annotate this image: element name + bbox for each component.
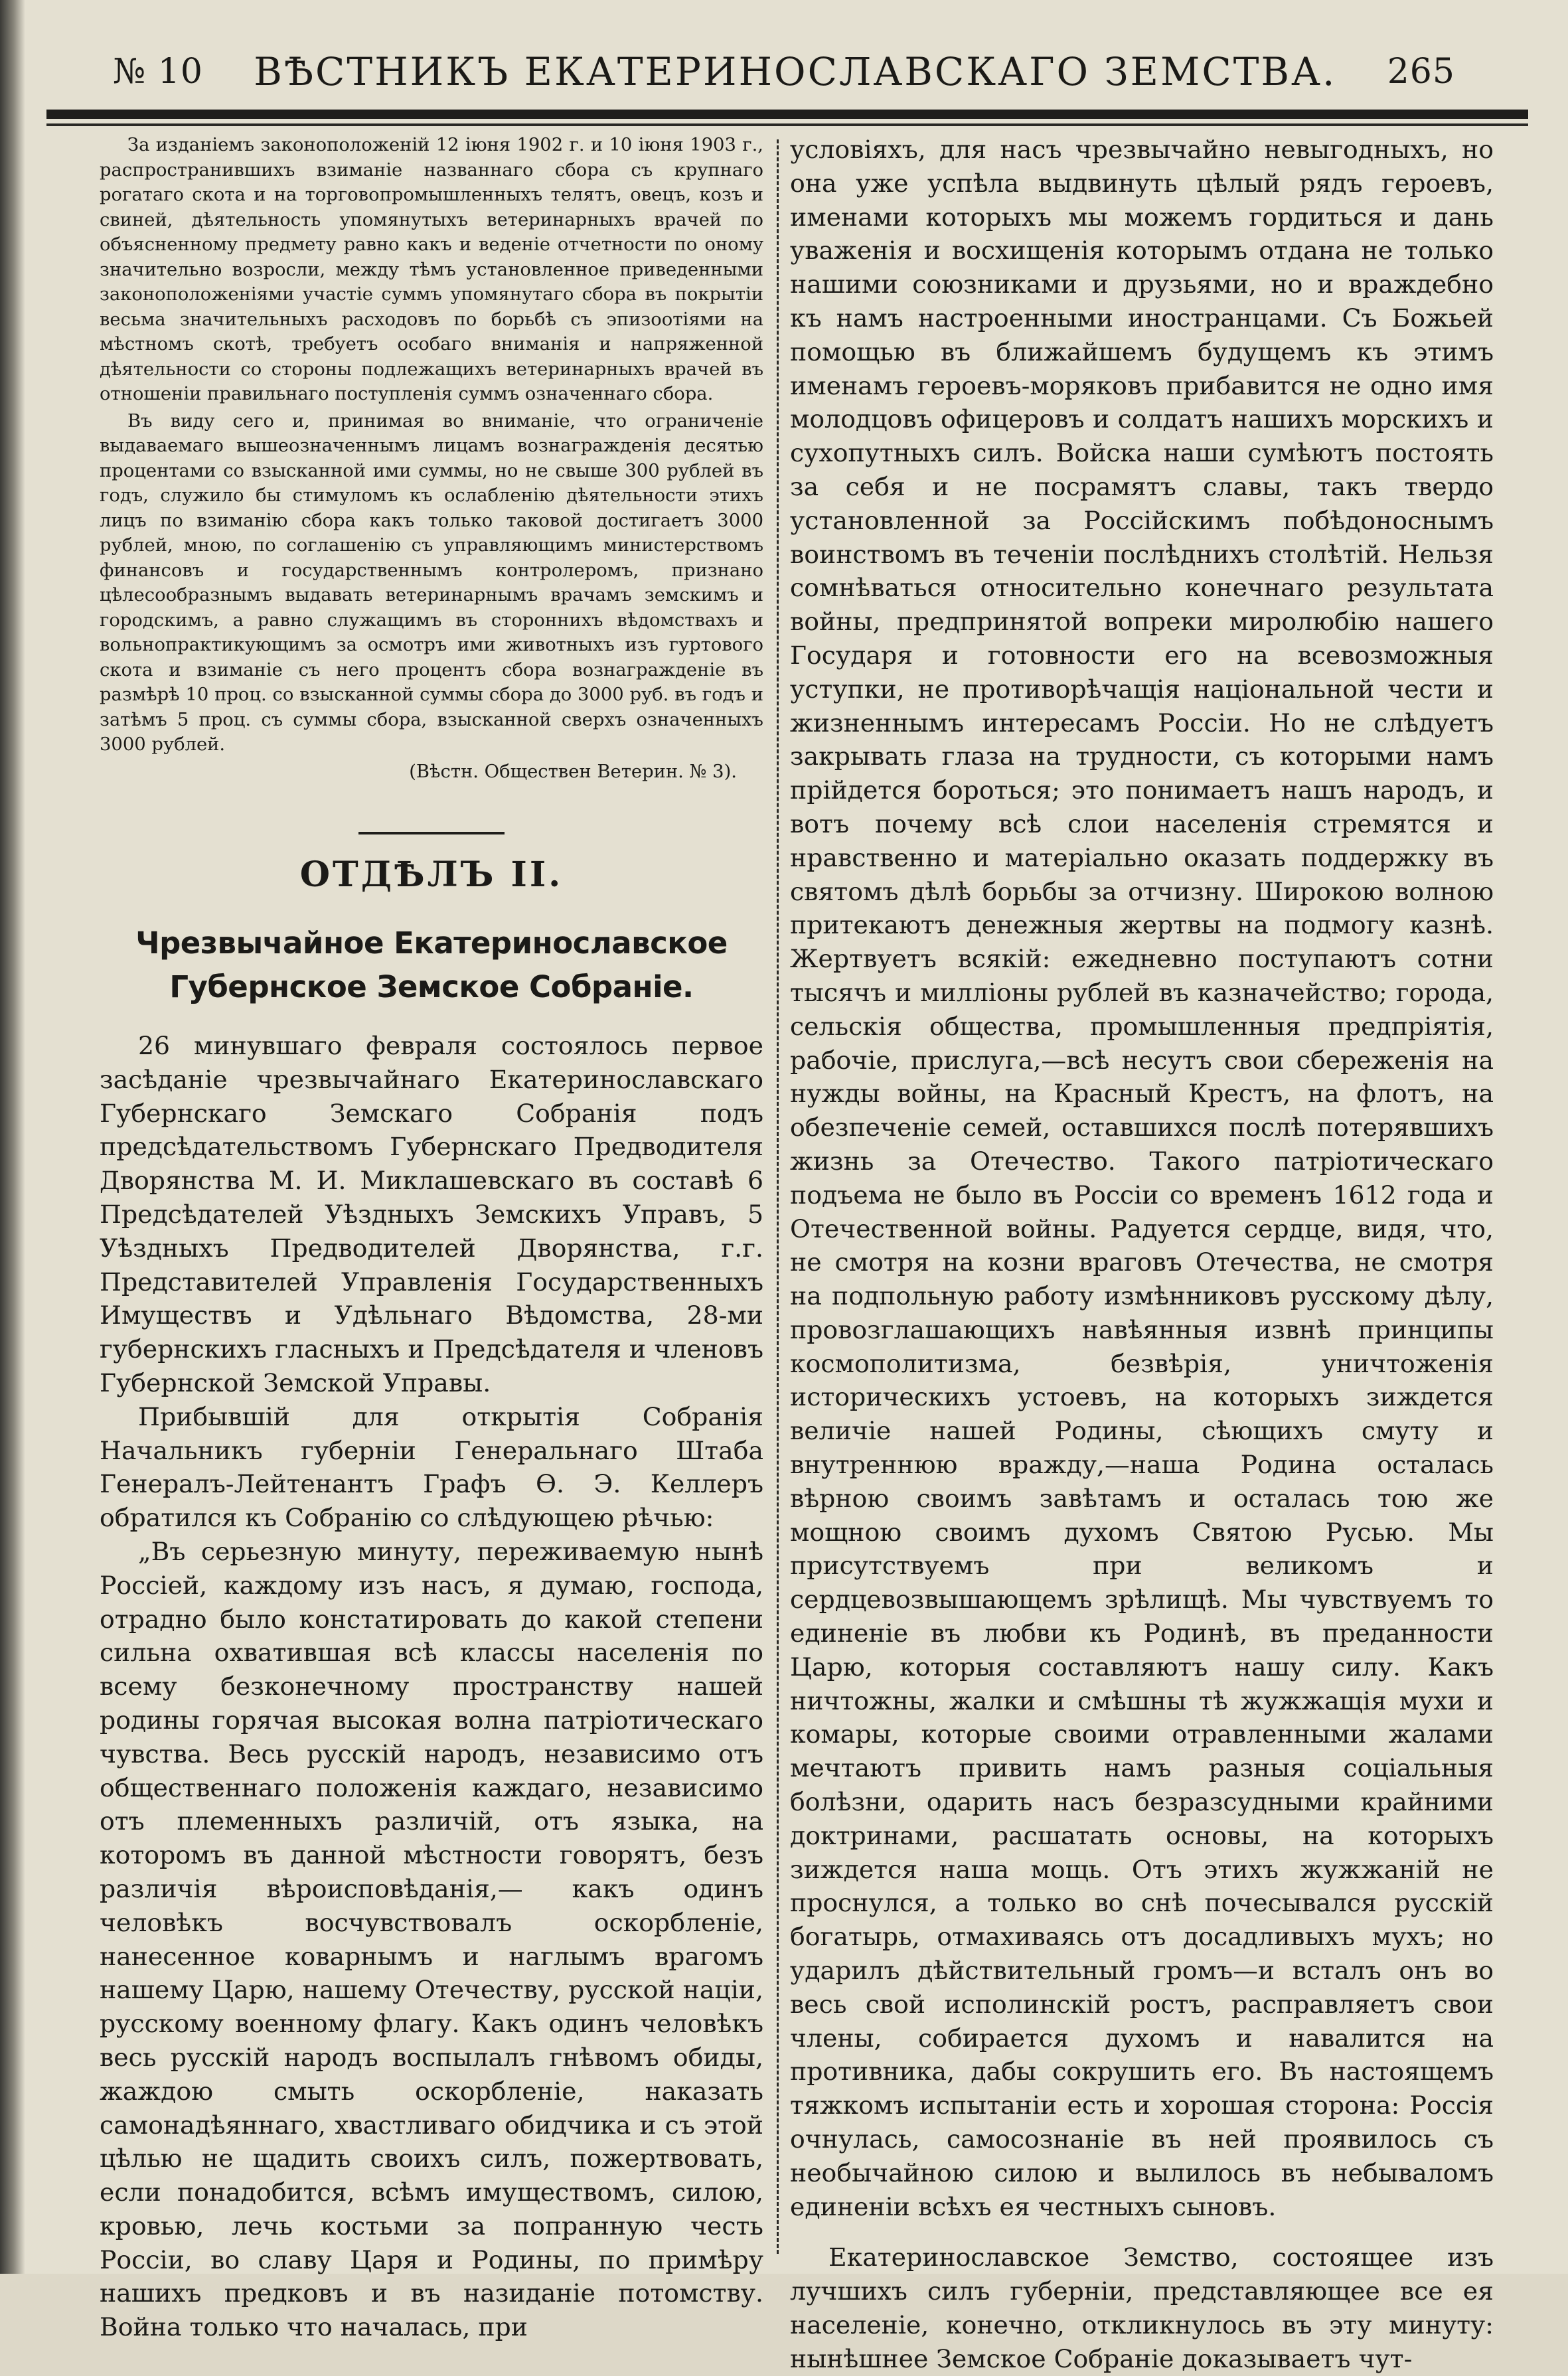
article-paragraph: „Въ серьезную минуту, переживаемую нынѣ Россіей, каждому изъ насъ, я думаю, господа, отрадно было констатировать до какой степени сильна охватившая всѣ классы населенія по всему безконечному пространству нашей родины горячая высокая волна патріотическаго чувства. Весь русскій народъ, независимо отъ общественнаго положенія каждаго, независимо отъ племенныхъ различій, отъ языка, на которомъ въ данной мѣстности говорятъ, безъ различія вѣроисповѣданія,— какъ одинъ человѣкъ восчувствовалъ оскорбленіе, нанесенное коварнымъ и наглымъ врагомъ нашему Царю, нашему Отечеству, русской націи, русскому военному флагу. Какъ одинъ человѣкъ весь русскій народъ воспылалъ гнѣвомъ обиды, жаждою смыть оскорбленіе, наказать самонадѣяннаго, хвастливаго обидчика и съ этой цѣлью не щадить своихъ силъ, пожертвовать, если понадобится, всѣмъ имуществомъ, силою, кровью, лечь костьми за попранную честь Россіи, во славу Царя и Родины, по примѣру нашихъ предковъ и въ назиданіе потомству. Война только что началась, при: [100, 1536, 763, 2342]
article-paragraph: 26 минувшаго февраля состоялось первое засѣданіе чрезвычайнаго Екатеринославскаго Губернскаго Земскаго Собранія подъ предсѣдательствомъ Губернскаго Предводителя Дворянства М. И. Миклашевскаго въ составѣ 6 Предсѣдателей Уѣздныхъ Земскихъ Управъ, 5 Уѣздныхъ Предводителей Дворянства, г.г. Представителей Управленія Государственныхъ Имуществъ и Удѣльнаго Вѣдомства, 28-ми губернскихъ гласныхъ и Предсѣдателя и членовъ Губернской Земской Управы.: [100, 1031, 763, 1397]
source-citation: (Вѣстн. Обществен Ветерин. № 3).: [409, 761, 737, 782]
intro-paragraph: Въ виду сего и, принимая во вниманіе, что ограниченіе выдаваемаго вышеозначеннымъ лицамъ вознагражденія десятью процентами со взысканной ими суммы, но не свыше 300 рублей въ годъ, служило бы стимуломъ къ ослабленію дѣятельности этихъ лицъ по взиманію сбора какъ только таковой достигаетъ 3000 рублей, мною, по соглашенію съ управляющимъ министерствомъ финансовъ и государственнымъ контролеромъ, признано цѣлесообразнымъ выдавать ветеринарнымъ врачамъ земскимъ и городскимъ, а равно служащимъ въ стороннихъ вѣдомствахъ и вольнопрактикующимъ за осмотръ ими животныхъ изъ гуртового скота и взиманіе съ него процентъ сбора вознагражденіе въ размѣрѣ 10 проц. со взысканной суммы сбора до 3000 руб. въ годъ и затѣмъ 5 проц. съ суммы сбора, взысканной сверхъ означенныхъ 3000 рублей.: [100, 410, 763, 755]
article-paragraph: условіяхъ, для насъ чрезвычайно невыгодныхъ, но она уже успѣла выдвинуть цѣлый рядъ героевъ, именами которыхъ мы можемъ гордиться и дань уваженія и восхищенія которымъ отдана не только нашими союзниками и друзьями, но и враждебно къ намъ настроенными иностранцами. Съ Божьей помощью въ ближайшемъ будущемъ къ этимъ именамъ героевъ-моряковъ прибавится не одно имя молодцовъ офицеровъ и солдатъ нашихъ морскихъ и сухопутныхъ силъ. Войска наши сумѣютъ постоять за себя и не посрамятъ славы, такъ твердо установленной за Россійскимъ побѣдоноснымъ воинствомъ въ теченіи послѣднихъ столѣтій. Нельзя сомнѣваться относительно конечнаго результата войны, предпринятой вопреки миролюбію нашего Государя и готовности его на всевозможныя уступки, не противорѣчащія національной чести и жизненнымъ интересамъ Россіи. Но не слѣдуетъ закрывать глаза на трудности, съ которыми намъ прійдется бороться; это понимаетъ нашъ народъ, и вотъ почему всѣ слои населенія стремятся и нравственно и матеріально оказать поддержку въ святомъ дѣлѣ борьбы за отчизну. Широкою волною притекаютъ денежныя жертвы на подмогу казнѣ. Жертвуетъ всякій: ежедневно поступаютъ сотни тысячъ и милліоны рублей въ казначейство; города, сельскія общества, промышленныя предпріятія, рабочіе, прислуга,—всѣ несутъ свои сбереженія на нужды войны, на Красный Крестъ, на флотъ, на обезпеченіе семей, оставшихся послѣ потерявшихъ жизнь за Отечество. Такого патріотическаго подъема не было въ Россіи со временъ 1612 года и Отечественной войны. Радуется сердце, видя, что, не смотря на козни враговъ Отечества, не смотря на подпольную работу измѣнниковъ русскому дѣлу, провозглашающихъ навѣянныя извнѣ принципы космополитизма, безвѣрія, уничтоженія историческихъ устоевъ, на которыхъ зиждется величіе нашей Родины, сѣющихъ смуту и внутреннюю вражду,—наша Родина осталась вѣрною своимъ завѣтамъ и осталась тою же мощною своимъ духомъ Святою Русью. Мы присутствуемъ при великомъ и сердцевозвышающемъ зрѣлищѣ. Мы чувствуемъ то единеніе въ любви къ Родинѣ, въ преданности Царю, которыя составляютъ нашу силу. Какъ ничтожны, жалки и смѣшны тѣ жужжащія мухи и комары, которые своими отравленными жалами мечтаютъ привить намъ разныя соціальныя болѣзни, одарить насъ безразсудными крайними доктринами, расшатать основы, на которыхъ зиждется наша мощь. Отъ этихъ жужжаній не проснулся, а только во снѣ почесывался русскій богатырь, отмахиваясь отъ досадливыхъ мухъ; но ударилъ дѣйствительный громъ—и всталъ онъ во весь свой исполинскій ростъ, расправляетъ свои члены, собирается духомъ и навалится на противника, дабы сокрушить его. Въ настоящемъ тяжкомъ испытаніи есть и хорошая сторона: Россія очнулась, самосознаніе въ ней проявилось съ необычайною силою и вылилось въ небываломъ единеніи всѣхъ ея честныхъ сыновъ.: [790, 135, 1494, 2221]
article-body-left: [100, 1029, 763, 2344]
article-paragraph: Прибывшій для открытія Собранія Начальникъ губерніи Генеральнаго Штаба Генералъ-Лейтенантъ Графъ Ѳ. Э. Келлеръ обратился къ Собранію со слѣдующею рѣчью:: [100, 1401, 763, 1533]
header-rule-thick: [46, 110, 1528, 119]
article-paragraph: Екатеринославское Земство, состоящее изъ лучшихъ силъ губерніи, представляющее все ея населеніе, конечно, откликнулось въ эту минуту: нынѣшнее Земское Собраніе доказываетъ чут-: [790, 2243, 1494, 2373]
article-title: Чрезвычайное Екатеринославское Губернское Земское Собраніе.: [135, 925, 728, 1004]
left-column: [100, 133, 763, 2342]
journal-title: ВѢСТНИКЪ ЕКАТЕРИНОСЛАВСКАГО ЗЕМСТВА.: [254, 49, 1337, 94]
intro-text: [100, 133, 763, 784]
page-number: 265: [1387, 52, 1455, 92]
article-body-right: [790, 133, 1494, 2376]
section-separator: [358, 832, 505, 834]
running-header: [113, 39, 1455, 105]
issue-number: № 10: [113, 52, 203, 92]
header-rule-thin: [46, 123, 1528, 126]
section-title: ОТДѢЛЪ II.: [299, 854, 564, 895]
intro-paragraph: За изданіемъ законоположеній 12 іюня 1902 г. и 10 іюня 1903 г., распространившихъ взиманіе названнаго сбора съ крупнаго рогатаго скота и на торговопромышленныхъ телятъ, овецъ, козъ и свиней, дѣятельность упомянутыхъ ветеринарныхъ врачей по объясненному предмету равно какъ и веденіе отчетности по оному значительно возросли, между тѣмъ установленное приведенными законоположеніями участіе суммъ упомянутаго сбора въ покрытіи весьма значительныхъ расходовъ по борьбѣ съ эпизоотіями на мѣстномъ скотѣ, требуетъ особаго вниманія и напряженной дѣятельности со стороны подлежащихъ ветеринарныхъ врачей въ отношеніи правильнаго поступленія суммъ означеннаго сбора.: [100, 135, 763, 404]
column-divider: [777, 139, 779, 2254]
right-column: [790, 133, 1494, 2373]
